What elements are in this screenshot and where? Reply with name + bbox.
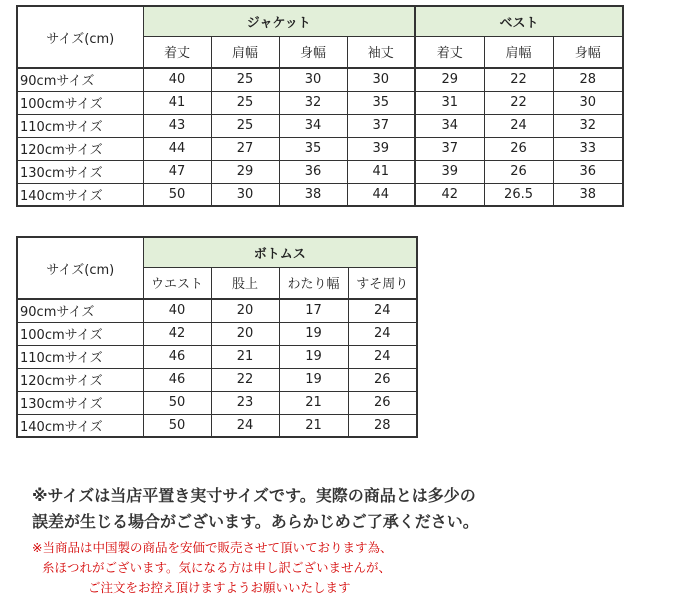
column-header: 股上 bbox=[211, 267, 279, 299]
cell: 24 bbox=[484, 114, 553, 137]
cell: 21 bbox=[211, 345, 279, 368]
table-row bbox=[17, 414, 417, 437]
cell: 46 bbox=[143, 345, 211, 368]
cell: 19 bbox=[279, 368, 348, 391]
table-row bbox=[17, 183, 623, 206]
cell: 30 bbox=[211, 183, 279, 206]
size-label: 140cmサイズ bbox=[17, 183, 143, 206]
cell: 21 bbox=[279, 391, 348, 414]
cell: 24 bbox=[348, 345, 417, 368]
group-header-bottoms: ボトムス bbox=[143, 237, 417, 267]
cell: 43 bbox=[143, 114, 211, 137]
cell: 26 bbox=[484, 160, 553, 183]
size-label: 140cmサイズ bbox=[17, 414, 143, 437]
cell: 19 bbox=[279, 322, 348, 345]
cell: 24 bbox=[211, 414, 279, 437]
table-row bbox=[17, 368, 417, 391]
cell: 20 bbox=[211, 322, 279, 345]
table-row bbox=[17, 391, 417, 414]
cell: 35 bbox=[347, 91, 415, 114]
cell: 44 bbox=[347, 183, 415, 206]
cell: 26 bbox=[484, 137, 553, 160]
column-header: 着丈 bbox=[415, 36, 484, 68]
cell: 46 bbox=[143, 368, 211, 391]
table-row bbox=[17, 114, 623, 137]
cell: 44 bbox=[143, 137, 211, 160]
cell: 38 bbox=[553, 183, 623, 206]
column-header: わたり幅 bbox=[279, 267, 348, 299]
column-header: 身幅 bbox=[553, 36, 623, 68]
size-label: 130cmサイズ bbox=[17, 160, 143, 183]
cell: 41 bbox=[347, 160, 415, 183]
size-table-bottoms bbox=[16, 236, 418, 438]
cell: 17 bbox=[279, 299, 348, 322]
table-row bbox=[17, 322, 417, 345]
table-row bbox=[17, 299, 417, 322]
cell: 38 bbox=[279, 183, 347, 206]
cell: 22 bbox=[484, 91, 553, 114]
group-header-vest: ベスト bbox=[415, 6, 623, 36]
cell: 33 bbox=[553, 137, 623, 160]
cell: 20 bbox=[211, 299, 279, 322]
size-label: 130cmサイズ bbox=[17, 391, 143, 414]
cell: 29 bbox=[211, 160, 279, 183]
size-table-jacket-vest bbox=[16, 5, 624, 207]
cell: 32 bbox=[553, 114, 623, 137]
cell: 36 bbox=[553, 160, 623, 183]
cell: 26 bbox=[348, 368, 417, 391]
column-header: 肩幅 bbox=[211, 36, 279, 68]
cell: 19 bbox=[279, 345, 348, 368]
size-label: 100cmサイズ bbox=[17, 322, 143, 345]
size-disclaimer bbox=[32, 483, 692, 535]
cell: 30 bbox=[553, 91, 623, 114]
cell: 21 bbox=[279, 414, 348, 437]
cell: 39 bbox=[415, 160, 484, 183]
column-header: すそ周り bbox=[348, 267, 417, 299]
cell: 27 bbox=[211, 137, 279, 160]
cell: 50 bbox=[143, 414, 211, 437]
cell: 50 bbox=[143, 183, 211, 206]
size-label: 110cmサイズ bbox=[17, 114, 143, 137]
column-header: ウエスト bbox=[143, 267, 211, 299]
cell: 25 bbox=[211, 68, 279, 91]
column-header: 肩幅 bbox=[484, 36, 553, 68]
corner-label: サイズ(cm) bbox=[17, 237, 143, 299]
table-row bbox=[17, 137, 623, 160]
cell: 34 bbox=[279, 114, 347, 137]
cell: 25 bbox=[211, 91, 279, 114]
cell: 42 bbox=[143, 322, 211, 345]
cell: 36 bbox=[279, 160, 347, 183]
size-label: 90cmサイズ bbox=[17, 299, 143, 322]
cell: 24 bbox=[348, 299, 417, 322]
column-header: 袖丈 bbox=[347, 36, 415, 68]
disclaimer-line: ※サイズは当店平置き実寸サイズです。実際の商品とは多少の bbox=[32, 486, 476, 505]
warning-line: 糸ほつれがございます。気になる方は申し訳ございませんが、 bbox=[42, 560, 392, 575]
cell: 30 bbox=[279, 68, 347, 91]
cell: 40 bbox=[143, 299, 211, 322]
size-label: 100cmサイズ bbox=[17, 91, 143, 114]
cell: 26.5 bbox=[484, 183, 553, 206]
cell: 34 bbox=[415, 114, 484, 137]
column-header: 身幅 bbox=[279, 36, 347, 68]
cell: 31 bbox=[415, 91, 484, 114]
cell: 25 bbox=[211, 114, 279, 137]
cell: 32 bbox=[279, 91, 347, 114]
cell: 42 bbox=[415, 183, 484, 206]
quality-warning bbox=[32, 538, 692, 598]
cell: 22 bbox=[211, 368, 279, 391]
cell: 29 bbox=[415, 68, 484, 91]
table-row bbox=[17, 160, 623, 183]
size-label: 110cmサイズ bbox=[17, 345, 143, 368]
table-row bbox=[17, 68, 623, 91]
cell: 40 bbox=[143, 68, 211, 91]
cell: 37 bbox=[415, 137, 484, 160]
cell: 26 bbox=[348, 391, 417, 414]
cell: 23 bbox=[211, 391, 279, 414]
cell: 22 bbox=[484, 68, 553, 91]
size-label: 120cmサイズ bbox=[17, 137, 143, 160]
cell: 50 bbox=[143, 391, 211, 414]
cell: 30 bbox=[347, 68, 415, 91]
cell: 37 bbox=[347, 114, 415, 137]
cell: 47 bbox=[143, 160, 211, 183]
size-label: 90cmサイズ bbox=[17, 68, 143, 91]
disclaimer-line: 誤差が生じる場合がございます。あらかじめご了承ください。 bbox=[32, 512, 479, 531]
size-label: 120cmサイズ bbox=[17, 368, 143, 391]
cell: 39 bbox=[347, 137, 415, 160]
group-header-jacket: ジャケット bbox=[143, 6, 415, 36]
cell: 24 bbox=[348, 322, 417, 345]
column-header: 着丈 bbox=[143, 36, 211, 68]
cell: 28 bbox=[553, 68, 623, 91]
warning-line: ご注文をお控え頂けますようお願いいたします bbox=[88, 580, 351, 595]
warning-line: ※当商品は中国製の商品を安価で販売させて頂いております為、 bbox=[32, 540, 393, 555]
cell: 28 bbox=[348, 414, 417, 437]
table-row bbox=[17, 91, 623, 114]
corner-label: サイズ(cm) bbox=[17, 6, 143, 68]
table-row bbox=[17, 345, 417, 368]
cell: 41 bbox=[143, 91, 211, 114]
cell: 35 bbox=[279, 137, 347, 160]
